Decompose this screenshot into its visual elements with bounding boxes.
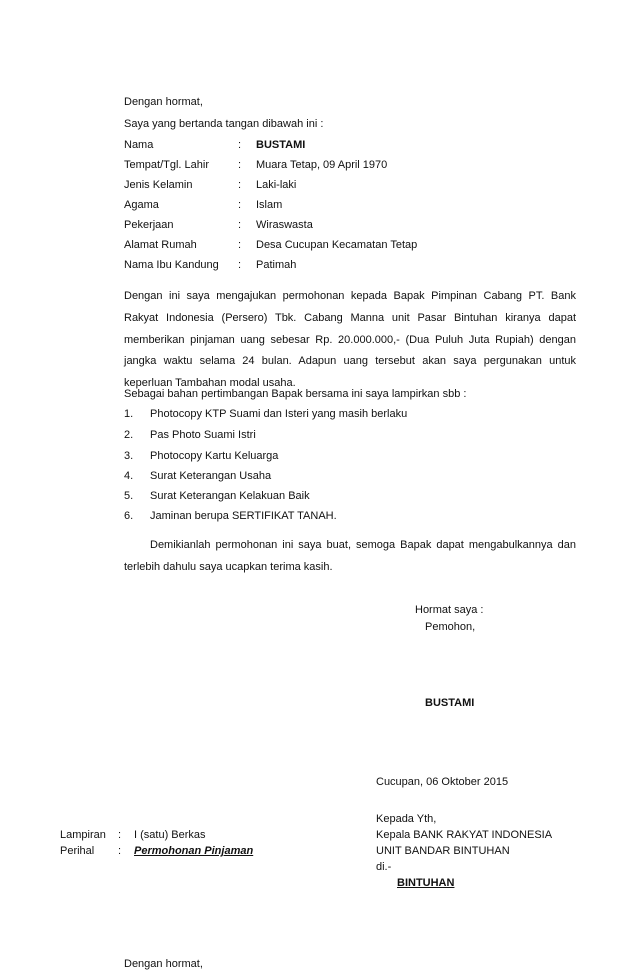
list-item: Photocopy KTP Suami dan Isteri yang masih berlaku: [150, 408, 408, 420]
greeting-bottom: Dengan hormat,: [124, 958, 203, 970]
list-item-number: 6.: [124, 510, 134, 522]
field-value-pekerjaan: Wiraswasta: [256, 219, 313, 231]
field-label-alamat: Alamat Rumah: [124, 239, 197, 251]
paragraph-line: Dengan ini saya mengajukan permohonan kepada Bapak Pimpinan Cabang PT. Bank: [124, 290, 576, 302]
field-value-nama: BUSTAMI: [256, 139, 306, 151]
field-label-ibu-kandung: Nama Ibu Kandung: [124, 259, 219, 271]
field-colon: :: [238, 259, 242, 271]
intro-text: Saya yang bertanda tangan dibawah ini :: [124, 118, 324, 130]
paragraph-line: keperluan Tambahan modal usaha.: [124, 377, 296, 390]
perihal-colon: :: [118, 845, 122, 857]
list-item-number: 2.: [124, 429, 134, 441]
list-item: Surat Keterangan Kelakuan Baik: [150, 490, 310, 502]
field-value-ttl: Muara Tetap, 09 April 1970: [256, 159, 388, 171]
list-item-number: 3.: [124, 450, 134, 462]
field-value-ibu-kandung: Patimah: [256, 259, 297, 271]
lampiran-label: Lampiran: [60, 829, 106, 841]
field-label-nama: Nama: [124, 139, 154, 151]
perihal-label: Perihal: [60, 845, 95, 857]
field-label-agama: Agama: [124, 199, 159, 211]
list-item-number: 4.: [124, 470, 134, 482]
field-label-pekerjaan: Pekerjaan: [124, 219, 174, 231]
recipient-city: BINTUHAN: [397, 877, 455, 889]
closing-line: terlebih dahulu saya ucapkan terima kasih.: [124, 560, 333, 573]
recipient-line: Kepada Yth,: [376, 813, 437, 825]
field-colon: :: [238, 139, 242, 151]
greeting: Dengan hormat,: [124, 96, 203, 108]
paragraph-line: Rakyat Indonesia (Persero) Tbk. Cabang Manna unit Pasar Bintuhan kiranya dapat: [124, 311, 576, 324]
field-colon: :: [238, 219, 242, 231]
list-item: Pas Photo Suami Istri: [150, 429, 256, 441]
lampiran-colon: :: [118, 829, 122, 841]
field-colon: :: [238, 179, 242, 191]
paragraph-line: memberikan pinjaman uang sebesar Rp. 20.000.000,- (Dua Puluh Juta Rupiah) dengan: [124, 333, 576, 346]
closing-line: Demikianlah permohonan ini saya buat, semoga Bapak dapat mengabulkannya dan: [150, 539, 576, 551]
signature-role: Pemohon,: [425, 621, 476, 633]
field-value-jenis-kelamin: Laki-laki: [256, 179, 297, 191]
attachments-intro: Sebagai bahan pertimbangan Bapak bersama ini saya lampirkan sbb :: [124, 388, 467, 400]
paragraph-line: jangka waktu selama 24 bulan. Adapun uang tersebut akan saya pergunakan untuk: [124, 355, 576, 368]
recipient-line: di.-: [376, 861, 392, 873]
signature-regards: Hormat saya :: [415, 604, 484, 616]
request-paragraph: [124, 286, 576, 395]
perihal-value: Permohonan Pinjaman: [134, 845, 254, 857]
field-colon: :: [238, 199, 242, 211]
recipient-line: Kepala BANK RAKYAT INDONESIA: [376, 829, 553, 841]
field-value-agama: Islam: [256, 199, 283, 211]
list-item: Surat Keterangan Usaha: [150, 470, 272, 482]
place-date: Cucupan, 06 Oktober 2015: [376, 776, 509, 788]
closing-paragraph: [124, 535, 576, 579]
field-label-ttl: Tempat/Tgl. Lahir: [124, 159, 209, 171]
signature-name: BUSTAMI: [425, 697, 475, 709]
field-value-alamat: Desa Cucupan Kecamatan Tetap: [256, 239, 418, 251]
field-label-jenis-kelamin: Jenis Kelamin: [124, 179, 193, 191]
list-item-number: 1.: [124, 408, 134, 420]
list-item: Photocopy Kartu Keluarga: [150, 450, 279, 462]
field-colon: :: [238, 159, 242, 171]
list-item-number: 5.: [124, 490, 134, 502]
recipient-line: UNIT BANDAR BINTUHAN: [376, 845, 510, 857]
lampiran-value: I (satu) Berkas: [134, 829, 206, 841]
list-item: Jaminan berupa SERTIFIKAT TANAH.: [150, 510, 337, 522]
field-colon: :: [238, 239, 242, 251]
